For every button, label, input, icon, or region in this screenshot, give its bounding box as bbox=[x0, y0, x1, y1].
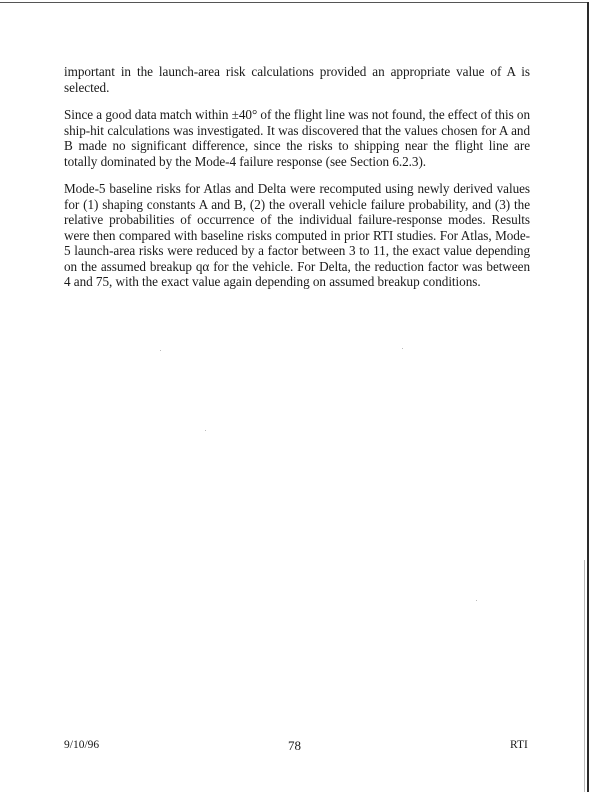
footer-date: 9/10/96 bbox=[64, 739, 100, 751]
scan-speck bbox=[205, 430, 206, 431]
scan-speck bbox=[476, 600, 477, 601]
top-border-line bbox=[0, 2, 588, 3]
right-scan-edge bbox=[584, 560, 585, 792]
scan-speck bbox=[160, 350, 161, 351]
right-border-line bbox=[587, 2, 589, 792]
paragraph-mode5-risks: Mode-5 baseline risks for Atlas and Delta were recomputed using newly derived values for (1) shaping constants A and B, (2) the overall vehicle failure probability, and (3) the relative probabilities of occurrence of the individual failure-response modes. Results were then compared with baseline risks computed in prior RTI studies. For Atlas, Mode-5 launch-area risks were reduced by a factor between 3 to 11, the exact value depending on the assumed breakup qα for the vehicle. For Delta, the reduction factor was between 4 and 75, with the exact value again depending on assumed breakup conditions. bbox=[64, 181, 530, 289]
scan-speck bbox=[402, 348, 403, 349]
footer-organization: RTI bbox=[510, 739, 528, 751]
paragraph-continuation: important in the launch-area risk calculations provided an appropriate value of A is selected. bbox=[64, 64, 530, 95]
footer-page-number: 78 bbox=[288, 738, 301, 753]
body-text bbox=[64, 64, 530, 302]
page-footer bbox=[0, 739, 613, 757]
paragraph-ship-hit: Since a good data match within ±40° of the flight line was not found, the effect of this on ship-hit calculations was investigated. It was discovered that the values chosen for A and B made no significant difference, since the risks to shipping near the flight line are totally dominated by the Mode-4 failure response (see Section 6.2.3). bbox=[64, 107, 530, 169]
